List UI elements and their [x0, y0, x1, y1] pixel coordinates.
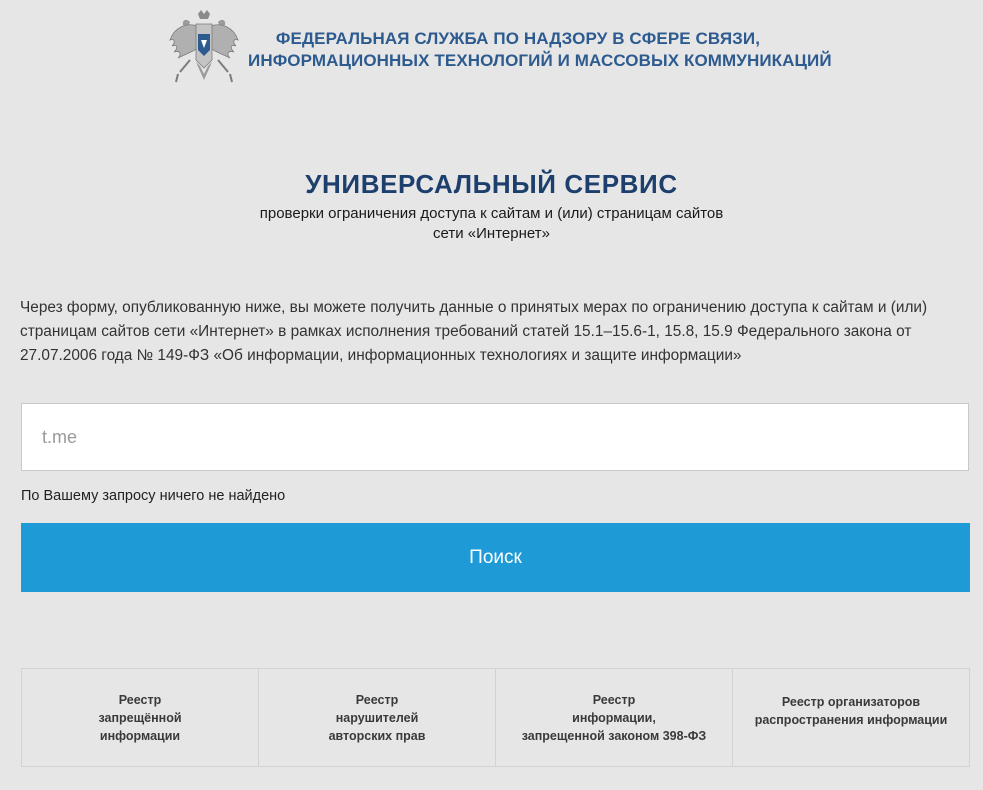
registry-label-line: запрещённой — [98, 710, 182, 725]
registry-link-prohibited-info[interactable] — [22, 669, 259, 766]
agency-name-line-1: ФЕДЕРАЛЬНАЯ СЛУЖБА ПО НАДЗОРУ В СФЕРЕ СВЯЗИ, — [275, 29, 761, 48]
registry-label-line: авторских прав — [328, 728, 426, 743]
registry-label-line: Реестр организаторов — [781, 695, 921, 709]
registries-nav — [21, 668, 970, 767]
double-headed-eagle-emblem-icon — [168, 10, 240, 86]
registry-link-398-fz[interactable] — [496, 669, 733, 766]
registry-link-info-distributors[interactable] — [733, 669, 969, 766]
agency-name-line-2: ИНФОРМАЦИОННЫХ ТЕХНОЛОГИЙ И МАССОВЫХ КОММУНИКАЦИЙ — [248, 51, 832, 70]
page-subtitle — [0, 204, 983, 244]
page-title: УНИВЕРСАЛЬНЫЙ СЕРВИС — [305, 169, 678, 199]
page-subtitle-line-1: проверки ограничения доступа к сайтам и (или) страницам сайтов — [259, 205, 724, 222]
page-subtitle-line-2: сети «Интернет» — [433, 225, 550, 242]
search-input[interactable] — [21, 403, 969, 471]
registry-label-line: Реестр — [592, 692, 636, 707]
search-result-message: По Вашему запросу ничего не найдено — [21, 488, 286, 504]
registry-label-line: запрещенной законом 398-ФЗ — [521, 728, 707, 743]
registry-label-line: информации — [99, 728, 181, 743]
registry-label-line: информации, — [572, 710, 656, 725]
registry-link-copyright-violators[interactable] — [259, 669, 496, 766]
registry-label-line: нарушителей — [335, 710, 419, 725]
registry-label-line: Реестр — [355, 692, 399, 707]
registry-label-line: Реестр — [118, 692, 162, 707]
service-heading — [0, 166, 983, 244]
registry-label-line: распространения информации — [754, 713, 948, 727]
search-button[interactable]: Поиск — [21, 523, 970, 592]
site-header — [168, 10, 832, 86]
agency-name — [248, 28, 832, 72]
intro-text: Через форму, опубликованную ниже, вы можете получить данные о принятых мерах по ограничению доступа к сайтам и (или) страницам сайтов сети «Интернет» в рамках исполнения требований статей 15.1–15.6-1, 15.8, 15.9 Федерального закона от 27.07.2006 года № 149-ФЗ «Об информации, информационных технологиях и защите информации» — [20, 299, 928, 364]
